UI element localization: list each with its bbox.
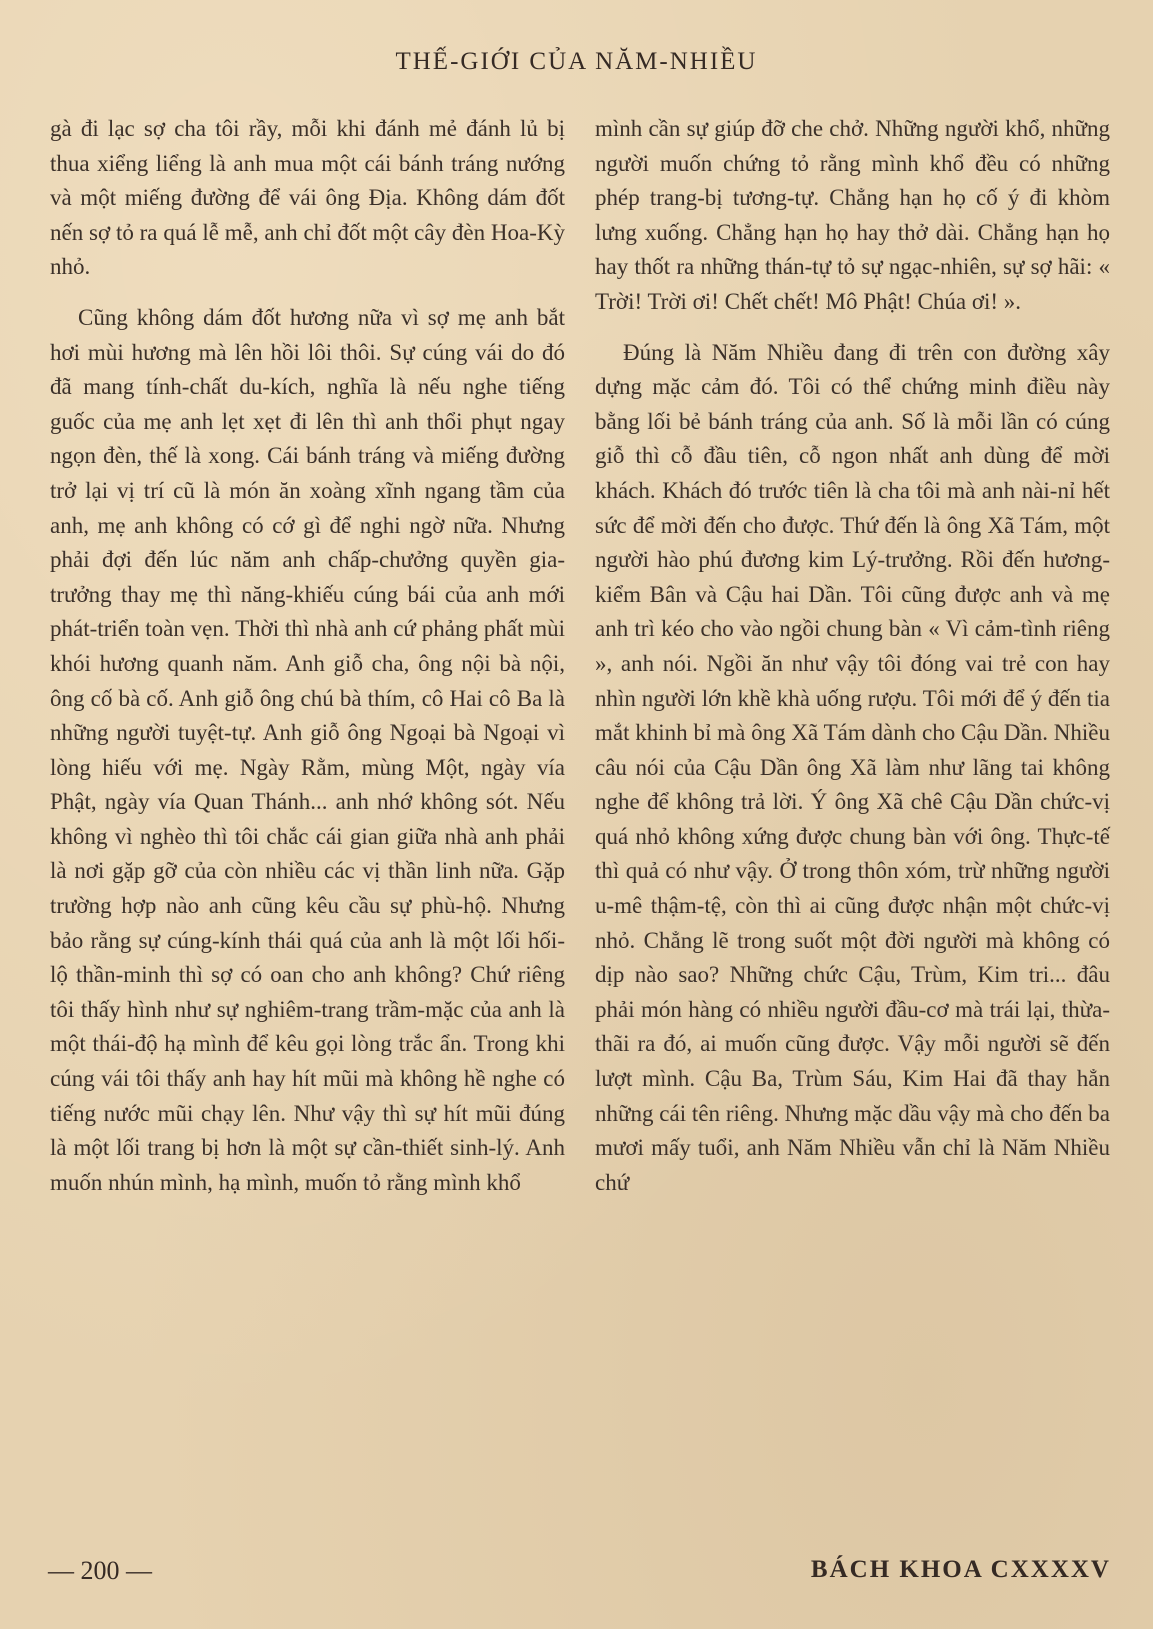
journal-title: BÁCH KHOA CXXXXV	[810, 1556, 1111, 1583]
body-paragraph: gà đi lạc sợ cha tôi rầy, mỗi khi đánh mẻ đánh lủ bị thua xiểng liểng là anh mua một cái bánh tráng nướng và một miếng đường để vái ông Địa. Không dám đốt nến sợ tỏ ra quá lễ mễ, anh chỉ đốt một cây đèn Hoa-Kỳ nhỏ.	[50, 116, 565, 280]
body-paragraph: Đúng là Năm Nhiều đang đi trên con đường xây dựng mặc cảm đó. Tôi có thể chứng minh điều này bằng lối bẻ bánh tráng của anh. Số là mỗi lần có cúng giỗ thì cỗ đầu tiên, cỗ ngon nhất anh dùng để mời khách. Khách đó trước tiên là cha tôi mà anh nài-nỉ hết sức để mời đến cho được. Thứ đến là ông Xã Tám, một người hào phú đương kim Lý-trưởng. Rồi đến hương-kiểm Bân và Cậu hai Dần. Tôi cũng được anh và mẹ anh trì kéo cho vào ngồi chung bàn « Vì cảm-tình riêng », anh nói. Ngồi ăn như vậy tôi đóng vai trẻ con hay nhìn người lớn khề khà uống rượu. Tôi mới để ý đến tia mắt khinh bỉ mà ông Xã Tám dành cho Cậu Dần. Nhiều câu nói của Cậu Dần ông Xã làm như lãng tai không nghe để không trả lời. Ý ông Xã chê Cậu Dần chức-vị quá nhỏ không xứng được chung bàn với ông. Thực-tế thì quả có như vậy. Ở trong thôn xóm, trừ những người u-mê thậm-tệ, còn thì ai cũng được nhận một chức-vị nhỏ. Chẳng lẽ trong suốt một đời người mà không có dịp nào sao? Những chức Cậu, Trùm, Kim tri... đâu phải món hàng có nhiều người đầu-cơ mà trái lại, thừa-thãi ra đó, ai muốn cũng được. Vậy mỗi người sẽ đến lượt mình. Cậu Ba, Trùm Sáu, Kim Hai đã thay hẳn những cái tên riêng. Nhưng mặc dầu vậy mà cho đến ba mươi mấy tuổi, anh Năm Nhiều vẫn chỉ là Năm Nhiều chứ	[595, 339, 1110, 1195]
body-paragraph: Cũng không dám đốt hương nữa vì sợ mẹ anh bắt hơi mùi hương mà lên hồi lôi thôi. Sự cúng vái do đó đã mang tính-chất du-kích, nghĩa là nếu nghe tiếng guốc của mẹ anh lẹt xẹt đi lên thì anh thổi phụt ngay ngọn đèn, thế là xong. Cái bánh tráng và miếng đường trở lại vị trí cũ là món ăn xoàng xĩnh ngang tầm của anh, mẹ anh không có cớ gì để nghi ngờ nữa. Nhưng phải đợi đến lúc năm anh chấp-chưởng quyền gia-trưởng thay mẹ thì năng-khiếu cúng bái của anh mới phát-triển toàn vẹn. Thời thì nhà anh cứ phảng phất mùi khói hương quanh năm. Anh giỗ cha, ông nội bà nội, ông cố bà cố. Anh giỗ ông chú bà thím, cô Hai cô Ba là những người tuyệt-tự. Anh giỗ ông Ngoại bà Ngoại vì lòng hiếu với mẹ. Ngày Rằm, mùng Một, ngày vía Phật, ngày vía Quan Thánh... anh nhớ không sót. Nếu không vì nghèo thì tôi chắc cái gian giữa nhà anh phải là nơi gặp gỡ của còn nhiều các vị thần linh nữa. Gặp trường hợp nào anh cũng kêu cầu sự phù-hộ. Nhưng bảo rằng sự cúng-kính thái quá của anh là một lối hối-lộ thần-minh thì sợ có oan cho anh không? Chứ riêng tôi thấy hình như sự nghiêm-trang trầm-mặc của anh là một thái-độ hạ mình để kêu gọi lòng trắc ẩn. Trong khi cúng vái tôi thấy anh hay hít mũi mà không hề nghe có tiếng nước mũi chạy lên. Như vậy thì sự hít mũi đúng là một lối trang bị hơn là một sự cần-thiết sinh-lý. Anh muốn nhún mình, hạ mình, muốn tỏ rằng mình khổ	[50, 304, 565, 1195]
left-column	[50, 112, 565, 1200]
running-title: THẾ-GIỚI CỦA NĂM-NHIỀU	[395, 48, 758, 75]
page-number: — 200 —	[48, 1556, 152, 1585]
page-footer	[0, 1556, 1153, 1596]
right-column	[595, 112, 1110, 1200]
body-paragraph: mình cần sự giúp đỡ che chở. Những người khổ, những người muốn chứng tỏ rằng mình khổ đều có những phép trang-bị tương-tự. Chẳng hạn họ cố ý đi khòm lưng xuống. Chẳng hạn họ hay thở dài. Chẳng hạn họ hay thốt ra những thán-tự tỏ sự ngạc-nhiên, sự sợ hãi: « Trời! Trời ơi! Chết chết! Mô Phật! Chúa ơi! ».	[595, 116, 1110, 314]
